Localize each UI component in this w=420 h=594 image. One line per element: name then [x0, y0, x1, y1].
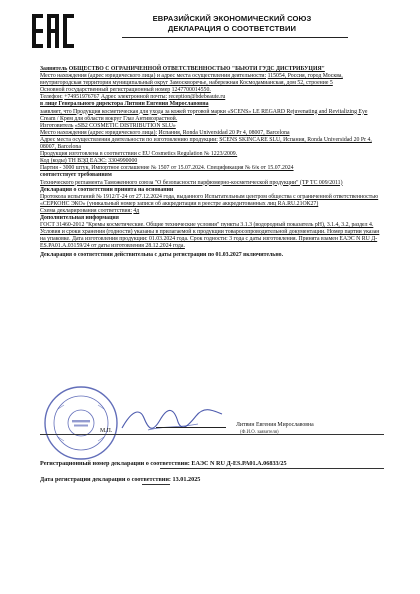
scheme-line	[40, 208, 384, 215]
registration-number-line	[40, 460, 384, 468]
prod-address: SCENS SKINCARE SLU, Испания, Ronda Universidad 20 Pr 4, 08007, Barcelona	[40, 136, 372, 151]
signer-name: Литвин Евгения Мирославовна	[236, 422, 314, 428]
phone-label: Телефон:	[40, 94, 63, 101]
applicant-label: Заявитель	[40, 66, 68, 72]
tnved-value: 3304990000	[108, 158, 138, 165]
registration-date-line	[40, 476, 384, 484]
registration-number: ЕАЭС N RU Д-ES.РА01.А.06833/25	[191, 460, 287, 467]
product-batch: Партия - 3000 штук, Импортное соглашение № 1507 от 15.07.2024. Спецификация № 6/к от 15.07.2024	[40, 165, 294, 172]
applicant-contacts-line	[40, 94, 384, 101]
phone-value: +74951976767	[64, 94, 100, 101]
applicant-name: ОБЩЕСТВО С ОГРАНИЧЕННОЙ ОТВЕТСТВЕННОСТЬЮ "БЬЮТИ ГУДС ДИСТРИБУЦИЯ"	[68, 66, 325, 72]
ogrn-label: Основной государственный регистрационный номер	[40, 87, 171, 94]
header-rule	[122, 37, 348, 38]
validity-text: Декларация о соответствии действительна с даты регистрации по 01.03.2027 включительно.	[40, 252, 284, 259]
header-title: ДЕКЛАРАЦИЯ О СООТВЕТСТВИИ	[167, 24, 297, 33]
prod-address-label: Адрес места осуществления деятельности по изготовлению продукции:	[40, 136, 218, 143]
additional-text: ГОСТ 31460-2012 "Кремы косметические. Общие технические условия" пункты 3.1.3 (водородный показатель pH), 3.1.4, 3.2, раздел 4. Условия и сроки хранения (годности) указаны в прилагаемой к продукции товаросопроводительной документации. Номер партии указан на упаковке. Дата изготовления продукции: 01.03.2024 года. Срок годности: 3 года с даты изготовления. Принята взамен ЕАЭС N RU Д-ES.РА01.А.03159/24 от даты изготовления 28.12.2024 года.	[40, 222, 380, 250]
basis-label: Декларация о соответствии принята на основании	[40, 186, 174, 193]
registration-number-rule	[160, 468, 384, 469]
registration-date-label: Дата регистрации декларации о соответствии:	[40, 476, 171, 483]
applicant-address-label: Место нахождения (адрес юридического лица) и адрес места осуществления деятельности:	[40, 73, 267, 80]
signature-line	[156, 427, 226, 428]
product-intro: заявляет, что Продукция косметическая для ухода за кожей торговой марки «SCENS» LE REGARD Rejuvenating and Revitalizing Eye Cream / Крем для области вокруг Глаз Антивозрастной.	[40, 108, 368, 122]
signer-caption: (Ф.И.О. заявителя)	[240, 430, 279, 435]
email-value: reception@bdebeaute.ru	[168, 94, 226, 101]
header-union: ЕВРАЗИЙСКИЙ ЭКОНОМИЧЕСКИЙ СОЮЗ	[152, 14, 312, 23]
signature-rule	[40, 434, 384, 435]
scheme-label: Схема декларирования соответствия:	[40, 207, 132, 214]
applicant-person: в лице Генерального директора Литвин Евгения Мирославовна	[40, 101, 209, 108]
scheme-value: 4д	[133, 207, 140, 214]
ogrn-value: 1247700014550.	[171, 87, 211, 94]
additional-label: Дополнительная информация	[40, 214, 119, 221]
maker-address-label: Место нахождения (адрес юридического лица):	[40, 129, 158, 136]
registration-number-label: Регистрационный номер декларации о соответствии:	[40, 460, 190, 467]
declaration-body	[40, 66, 384, 260]
eac-logo	[32, 14, 74, 48]
registration-date-rule	[142, 484, 170, 485]
tnved-label: Код (коды) ТН ВЭД ЕАЭС:	[40, 158, 107, 165]
mp-label: М.П.	[100, 428, 113, 434]
maker-label: Изготовитель	[40, 122, 74, 129]
registration-date: 13.01.2025	[172, 476, 201, 483]
requirements-label: соответствует требованиям	[40, 172, 112, 179]
basis-text: Протокола испытаний № 1912/Т-24 от 27.12.2024 года, выданного Испытательным центром общества с ограниченной ответственностью «СЕРКОНС ЭКО» (уникальный номер записи об аккредитации в реестре аккредитованных лиц RA.RU.21ОК27)	[40, 193, 379, 207]
applicant-address: 115054, Россия, город Москва, внутригородская территория муниципальный округ Замоскворечье, набережная Космодамианская, дом 52, строение 5	[40, 73, 343, 87]
maker-name: «SB2 COSMETIC DISTRIBUTION SLU»	[74, 122, 176, 129]
product-standard: Продукция изготовлена в соответствии с EU Cosmetics Regulation № 1223/2009.	[40, 151, 238, 158]
maker-address-line	[40, 130, 384, 137]
maker-line	[40, 123, 384, 130]
prod-address-line	[40, 137, 384, 151]
requirements-text: Технического регламента Таможенного союза "О безопасности парфюмерно-косметической продукции" (ТР ТС 009/2011)	[40, 179, 343, 186]
email-label: Адрес электронной почты:	[100, 94, 168, 101]
applicant-address-line	[40, 73, 384, 87]
maker-address: Испания, Ronda Universidad 20 Pr 4, 08007, Barcelona	[158, 129, 290, 136]
document-header	[122, 14, 342, 34]
